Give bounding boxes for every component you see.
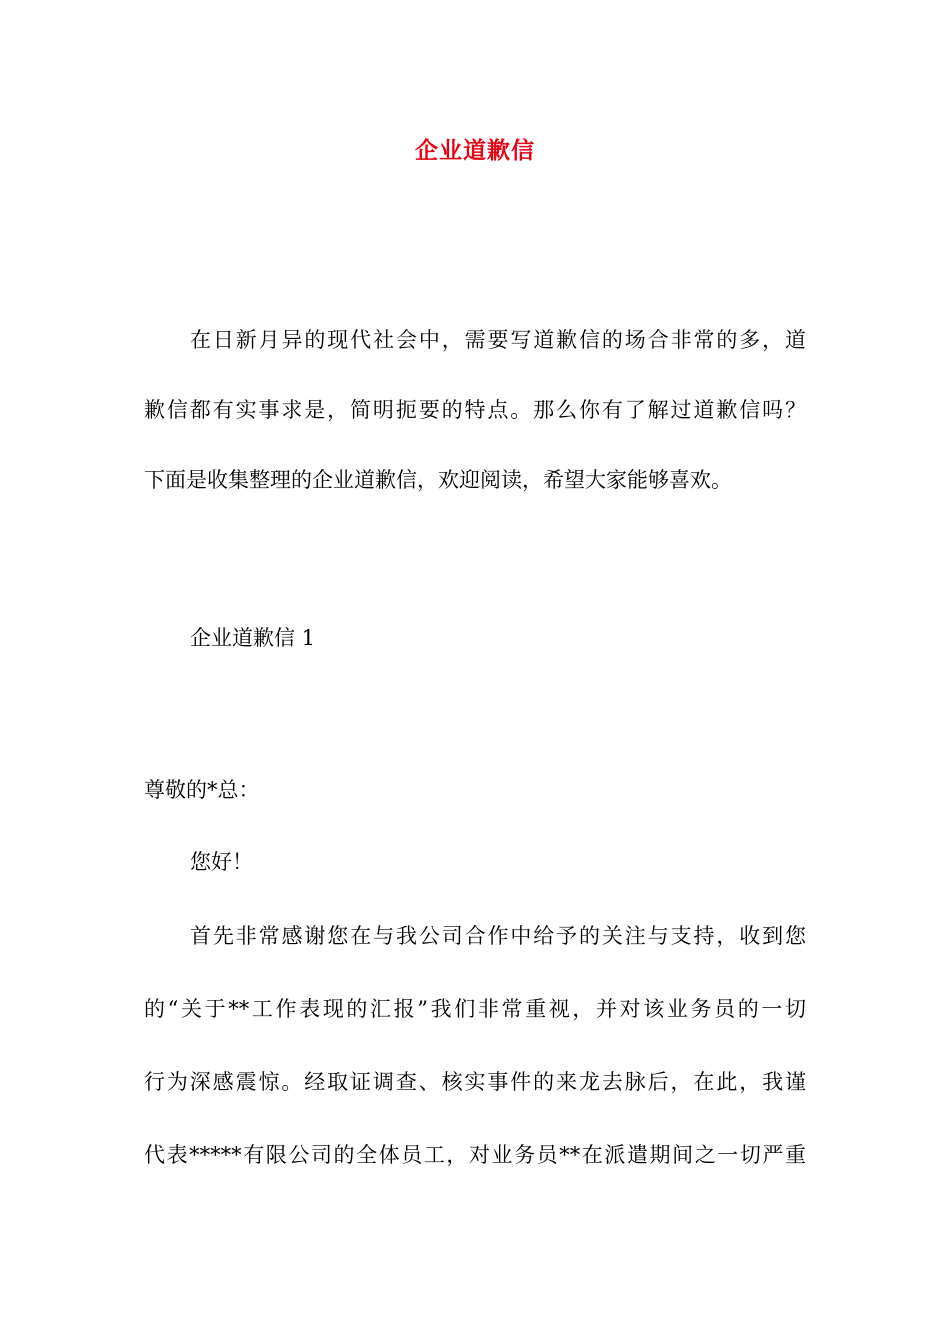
body-line: 行为深感震惊。经取证调查、核实事件的来龙去脉后，在此，我谨 — [144, 1070, 806, 1094]
greeting: 您好！ — [190, 850, 253, 874]
greeting-block — [144, 852, 806, 873]
document-title: 企业道歉信 — [415, 137, 535, 164]
body-paragraph-cont — [144, 1145, 806, 1166]
body-paragraph-cont — [144, 999, 806, 1020]
salutation: 尊敬的*总： — [144, 778, 260, 802]
intro-paragraph — [144, 330, 806, 351]
body-line: 代表*****有限公司的全体员工，对业务员**在派遣期间之一切严重 — [144, 1143, 806, 1167]
section-heading-block — [144, 628, 806, 649]
intro-line: 歉信都有实事求是，简明扼要的特点。那么你有了解过道歉信吗？ — [144, 398, 806, 422]
intro-paragraph-end — [144, 470, 806, 491]
intro-line: 在日新月异的现代社会中，需要写道歉信的场合非常的多，道 — [190, 328, 806, 352]
body-paragraph-cont — [144, 1072, 806, 1093]
body-line: 首先非常感谢您在与我公司合作中给予的关注与支持，收到您 — [190, 924, 806, 948]
section-heading: 企业道歉信 1 — [190, 626, 316, 650]
salutation-block — [144, 780, 806, 801]
intro-paragraph-cont — [144, 400, 806, 421]
intro-line: 下面是收集整理的企业道歉信，欢迎阅读，希望大家能够喜欢。 — [144, 468, 732, 492]
body-line: 的“关于**工作表现的汇报”我们非常重视，并对该业务员的一切 — [144, 997, 806, 1021]
body-paragraph — [144, 926, 806, 947]
